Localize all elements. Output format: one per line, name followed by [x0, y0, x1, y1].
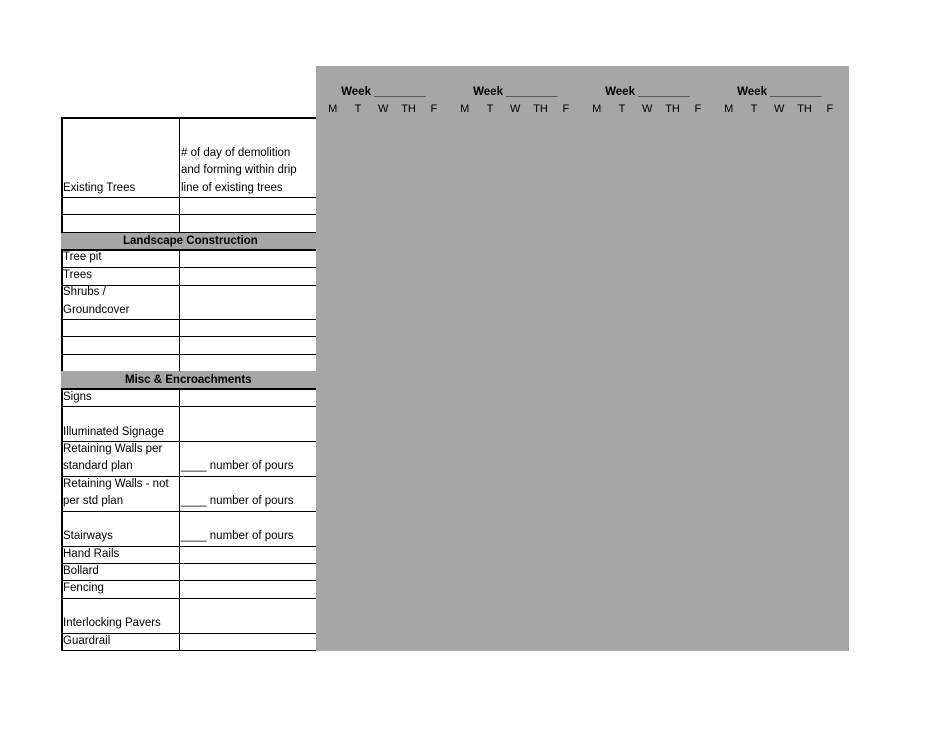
day-header-t: T: [750, 103, 758, 115]
row-label-retaining-std-line-2: standard plan: [63, 460, 133, 472]
stairways-pours: ____ number of pours: [181, 530, 294, 542]
day-header-f: F: [694, 103, 702, 115]
row-label-retaining-std-line-1: Retaining Walls per: [63, 443, 163, 455]
left-row-line: [61, 336, 317, 337]
day-header-f: F: [826, 103, 834, 115]
left-detail-divider: [179, 388, 180, 650]
row-label-interlocking-pavers: Interlocking Pavers: [63, 617, 161, 629]
day-header-w: W: [774, 103, 785, 115]
left-row-line: [61, 563, 317, 564]
row-label-retaining-nonstd-line-1: Retaining Walls - not: [63, 478, 169, 490]
left-row-line: [61, 354, 317, 355]
row-label-shrubs-line-1: Shrubs /: [63, 286, 106, 298]
left-row-line: [61, 214, 317, 215]
row-label-guardrail: Guardrail: [63, 635, 111, 647]
day-header-w: W: [642, 103, 653, 115]
row-label-illuminated-signage: Illuminated Signage: [63, 426, 165, 438]
left-row-line: [61, 319, 317, 320]
grid-gray-background: [316, 66, 849, 651]
existing-trees-detail-line-3: line of existing trees: [181, 182, 283, 194]
row-label-bollard: Bollard: [63, 565, 99, 577]
left-row-line: [61, 197, 317, 198]
day-header-m: M: [460, 103, 470, 115]
retaining-std-pours: ____ number of pours: [181, 460, 294, 472]
day-header-f: F: [562, 103, 570, 115]
day-header-t: T: [618, 103, 626, 115]
left-row-line: [61, 598, 317, 599]
week-label: Week ________: [473, 86, 558, 98]
week-label: Week ________: [605, 86, 690, 98]
left-row-line: [61, 511, 317, 512]
existing-trees-detail-line-2: and forming within drip: [181, 164, 297, 176]
left-row-line: [61, 267, 317, 268]
day-header-m: M: [592, 103, 602, 115]
day-header-t: T: [354, 103, 362, 115]
day-header-th: TH: [401, 103, 416, 115]
day-header-t: T: [486, 103, 494, 115]
row-label-hand-rails: Hand Rails: [63, 548, 120, 560]
row-label-fencing: Fencing: [63, 582, 104, 594]
left-row-line: [61, 406, 317, 407]
left-row-line: [61, 650, 317, 651]
day-header-m: M: [724, 103, 734, 115]
section-misc-encroachments: Misc & Encroachments: [125, 374, 252, 386]
row-label-tree-pit: Tree pit: [63, 251, 102, 263]
day-header-th: TH: [665, 103, 680, 115]
day-header-th: TH: [797, 103, 812, 115]
row-label-signs: Signs: [63, 391, 92, 403]
row-label-retaining-nonstd-line-2: per std plan: [63, 495, 124, 507]
row-label-shrubs-line-2: Groundcover: [63, 304, 130, 316]
row-label-existing-trees: Existing Trees: [63, 182, 136, 194]
row-label-trees: Trees: [63, 269, 92, 281]
existing-trees-detail-line-1: # of day of demolition: [181, 147, 291, 159]
row-label-stairways: Stairways: [63, 530, 113, 542]
day-header-w: W: [378, 103, 389, 115]
day-header-th: TH: [533, 103, 548, 115]
section-landscape-construction: Landscape Construction: [123, 235, 258, 247]
day-header-w: W: [510, 103, 521, 115]
retaining-nonstd-pours: ____ number of pours: [181, 495, 294, 507]
left-row-line: [61, 117, 317, 119]
week-label: Week ________: [341, 86, 426, 98]
day-header-f: F: [430, 103, 438, 115]
day-header-m: M: [328, 103, 338, 115]
left-row-line: [61, 388, 317, 390]
week-label: Week ________: [737, 86, 822, 98]
